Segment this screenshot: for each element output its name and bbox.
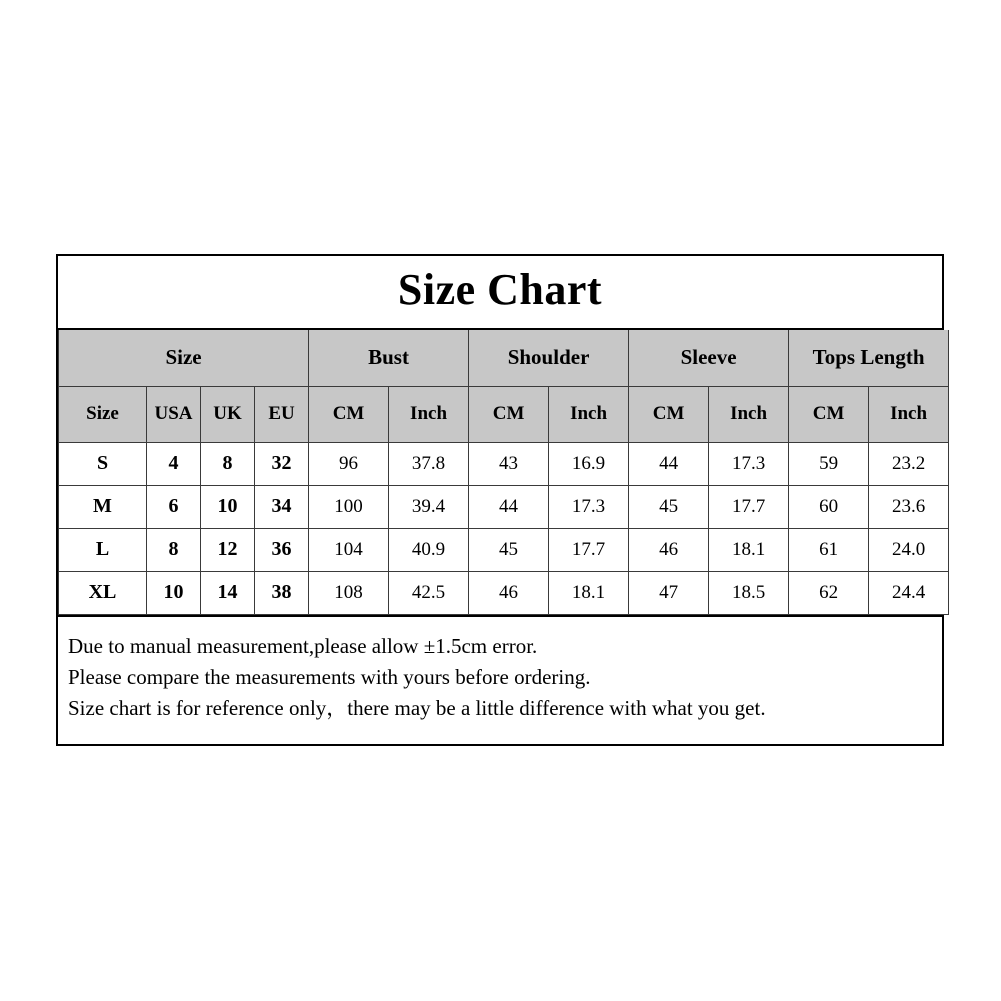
cell-usa: 8 bbox=[147, 528, 201, 571]
cell-bust-cm: 96 bbox=[309, 442, 389, 485]
column-header-bust-cm: CM bbox=[309, 386, 389, 442]
size-chart-card bbox=[56, 254, 944, 746]
cell-bust-cm: 108 bbox=[309, 571, 389, 614]
cell-bust-inch: 37.8 bbox=[389, 442, 469, 485]
cell-bust-inch: 42.5 bbox=[389, 571, 469, 614]
cell-size: M bbox=[59, 485, 147, 528]
cell-sleeve-cm: 46 bbox=[629, 528, 709, 571]
cell-tops-inch: 23.6 bbox=[869, 485, 949, 528]
cell-tops-cm: 59 bbox=[789, 442, 869, 485]
cell-uk: 10 bbox=[201, 485, 255, 528]
cell-bust-cm: 100 bbox=[309, 485, 389, 528]
note-line: Due to manual measurement,please allow ±1.5cm error. bbox=[68, 633, 538, 658]
cell-tops-cm: 61 bbox=[789, 528, 869, 571]
cell-size: XL bbox=[59, 571, 147, 614]
column-header-shoulder-inch: Inch bbox=[549, 386, 629, 442]
cell-size: S bbox=[59, 442, 147, 485]
cell-uk: 8 bbox=[201, 442, 255, 485]
cell-eu: 38 bbox=[255, 571, 309, 614]
column-header-uk: UK bbox=[201, 386, 255, 442]
cell-sleeve-cm: 45 bbox=[629, 485, 709, 528]
cell-tops-inch: 24.0 bbox=[869, 528, 949, 571]
column-header-usa: USA bbox=[147, 386, 201, 442]
chart-title-row bbox=[58, 256, 942, 330]
cell-shoulder-cm: 43 bbox=[469, 442, 549, 485]
cell-sleeve-inch: 18.1 bbox=[709, 528, 789, 571]
column-header-eu: EU bbox=[255, 386, 309, 442]
cell-tops-cm: 62 bbox=[789, 571, 869, 614]
cell-uk: 14 bbox=[201, 571, 255, 614]
column-header-sleeve-cm: CM bbox=[629, 386, 709, 442]
table-group-header-row bbox=[59, 330, 949, 386]
column-header-tops-cm: CM bbox=[789, 386, 869, 442]
cell-shoulder-inch: 17.3 bbox=[549, 485, 629, 528]
cell-shoulder-cm: 44 bbox=[469, 485, 549, 528]
group-header-tops-length: Tops Length bbox=[789, 330, 949, 386]
cell-sleeve-inch: 18.5 bbox=[709, 571, 789, 614]
cell-bust-inch: 39.4 bbox=[389, 485, 469, 528]
group-header-bust: Bust bbox=[309, 330, 469, 386]
cell-sleeve-cm: 44 bbox=[629, 442, 709, 485]
cell-eu: 32 bbox=[255, 442, 309, 485]
column-header-sleeve-inch: Inch bbox=[709, 386, 789, 442]
cell-usa: 6 bbox=[147, 485, 201, 528]
cell-sleeve-inch: 17.7 bbox=[709, 485, 789, 528]
group-header-size: Size bbox=[59, 330, 309, 386]
column-header-size: Size bbox=[59, 386, 147, 442]
table-row bbox=[59, 485, 949, 528]
cell-shoulder-inch: 16.9 bbox=[549, 442, 629, 485]
chart-notes bbox=[58, 615, 942, 724]
cell-sleeve-cm: 47 bbox=[629, 571, 709, 614]
column-header-tops-inch: Inch bbox=[869, 386, 949, 442]
cell-size: L bbox=[59, 528, 147, 571]
cell-eu: 34 bbox=[255, 485, 309, 528]
cell-eu: 36 bbox=[255, 528, 309, 571]
column-header-shoulder-cm: CM bbox=[469, 386, 549, 442]
cell-tops-inch: 23.2 bbox=[869, 442, 949, 485]
group-header-shoulder: Shoulder bbox=[469, 330, 629, 386]
cell-sleeve-inch: 17.3 bbox=[709, 442, 789, 485]
cell-tops-cm: 60 bbox=[789, 485, 869, 528]
cell-shoulder-inch: 18.1 bbox=[549, 571, 629, 614]
note-line: Size chart is for reference only，there may be a little difference with what you get. bbox=[68, 695, 766, 720]
column-header-bust-inch: Inch bbox=[389, 386, 469, 442]
cell-usa: 4 bbox=[147, 442, 201, 485]
table-row bbox=[59, 442, 949, 485]
table-column-header-row bbox=[59, 386, 949, 442]
size-chart-table bbox=[58, 330, 949, 615]
table-row bbox=[59, 571, 949, 614]
cell-tops-inch: 24.4 bbox=[869, 571, 949, 614]
note-line: Please compare the measurements with yours before ordering. bbox=[68, 664, 591, 689]
cell-usa: 10 bbox=[147, 571, 201, 614]
cell-shoulder-cm: 45 bbox=[469, 528, 549, 571]
cell-uk: 12 bbox=[201, 528, 255, 571]
cell-bust-cm: 104 bbox=[309, 528, 389, 571]
cell-shoulder-inch: 17.7 bbox=[549, 528, 629, 571]
cell-bust-inch: 40.9 bbox=[389, 528, 469, 571]
cell-shoulder-cm: 46 bbox=[469, 571, 549, 614]
page-title: Size Chart bbox=[397, 265, 603, 314]
group-header-sleeve: Sleeve bbox=[629, 330, 789, 386]
table-row bbox=[59, 528, 949, 571]
